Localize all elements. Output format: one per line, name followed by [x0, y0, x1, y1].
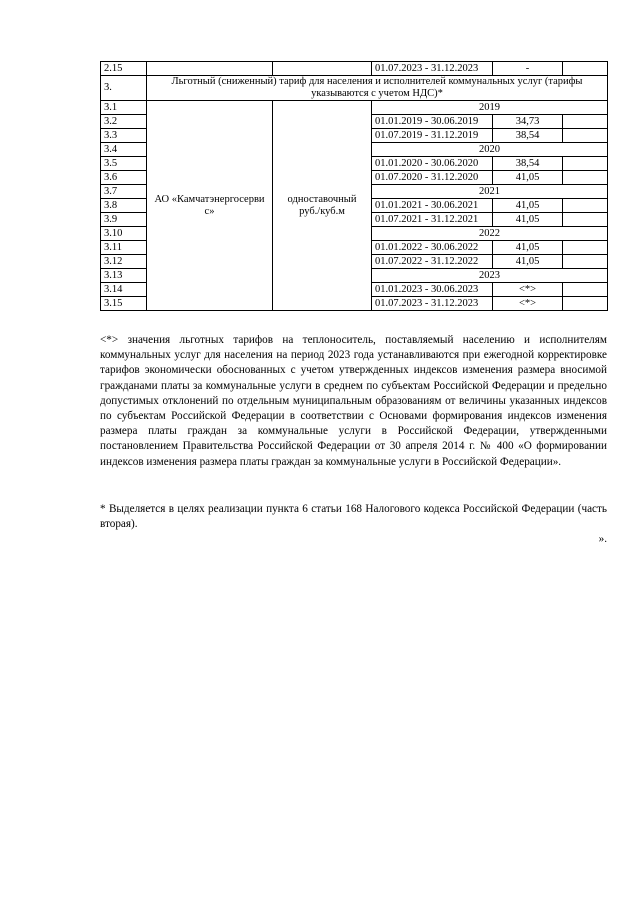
period-cell: 01.01.2020 - 30.06.2020: [372, 157, 493, 171]
year-header: 2020: [372, 143, 608, 157]
tariff-table: [100, 61, 608, 311]
period-cell: 01.07.2022 - 31.12.2022: [372, 255, 493, 269]
row-number: 3.15: [101, 297, 147, 311]
tariff-value: 41,05: [493, 255, 563, 269]
row-number: 3.14: [101, 283, 147, 297]
empty-cell: [563, 241, 608, 255]
row-number: 3.8: [101, 199, 147, 213]
empty-cell: [563, 115, 608, 129]
row-number: 3.1: [101, 101, 147, 115]
year-header: 2023: [372, 269, 608, 283]
footnote-star: * Выделяется в целях реализации пункта 6 статьи 168 Налогового кодекса Российской Федерации (часть вторая).: [100, 503, 607, 531]
section-header-row: [101, 76, 608, 101]
period-cell: 01.07.2023 - 31.12.2023: [372, 297, 493, 311]
empty-cell: [563, 213, 608, 227]
year-header: 2019: [372, 101, 608, 115]
closing-quote: ».: [598, 533, 607, 545]
tariff-unit: одноставочный руб./куб.м: [273, 101, 372, 311]
table-row: [101, 101, 608, 115]
tariff-value: <*>: [493, 297, 563, 311]
period-cell: 01.01.2019 - 30.06.2019: [372, 115, 493, 129]
row-number: 3.10: [101, 227, 147, 241]
row-number: 3.5: [101, 157, 147, 171]
row-number: 3.9: [101, 213, 147, 227]
tariff-value: 41,05: [493, 199, 563, 213]
tariff-value: 41,05: [493, 241, 563, 255]
period-cell: 01.07.2019 - 31.12.2019: [372, 129, 493, 143]
empty-cell: [563, 297, 608, 311]
year-header: 2022: [372, 227, 608, 241]
organization-name: АО «Камчатэнергосерви с»: [147, 101, 273, 311]
row-number: 3.12: [101, 255, 147, 269]
period-cell: 01.01.2023 - 30.06.2023: [372, 283, 493, 297]
empty-cell: [563, 283, 608, 297]
tariff-value: 34,73: [493, 115, 563, 129]
row-number: 3.6: [101, 171, 147, 185]
empty-cell: [563, 129, 608, 143]
tariff-value: 41,05: [493, 171, 563, 185]
row-number: 2.15: [101, 62, 147, 76]
row-number: 3.3: [101, 129, 147, 143]
period-cell: 01.07.2021 - 31.12.2021: [372, 213, 493, 227]
empty-cell: [563, 255, 608, 269]
tariff-value: 38,54: [493, 157, 563, 171]
period-cell: 01.07.2020 - 31.12.2020: [372, 171, 493, 185]
tariff-value: 38,54: [493, 129, 563, 143]
tariff-value: <*>: [493, 283, 563, 297]
row-number: 3.7: [101, 185, 147, 199]
empty-cell: [563, 199, 608, 213]
row-number: 3.2: [101, 115, 147, 129]
period-cell: 01.01.2021 - 30.06.2021: [372, 199, 493, 213]
table-row: [101, 62, 608, 76]
section-title: Льготный (сниженный) тариф для населения и исполнителей коммунальных услуг (тарифы указываются с учетом НДС)*: [147, 76, 608, 101]
row-number: 3.4: [101, 143, 147, 157]
empty-cell: [563, 171, 608, 185]
section-number: 3.: [101, 76, 147, 101]
period-cell: 01.07.2023 - 31.12.2023: [372, 62, 493, 76]
footnote-angle-star: <*> значения льготных тарифов на теплоноситель, поставляемый населению и исполнителям коммунальных услуг для населения на период 2023 года устанавливаются при ежегодной корректировке тарифов экономически обоснованных с учетом утвержденных индексов изменения размера вносимой гражданами платы за коммунальные услуги в среднем по субъектам Российской Федерации и предельно допустимых отклонений по отдельным муниципальным образованиям от величины указанных индексов по субъектам Российской Федерации в соответствии с Основами формирования индексов изменения размера платы граждан за коммунальные услуги в Российской Федерации, утвержденными постановлением Правительства Российской Федерации от 30 апреля 2014 г. № 400 «О формировании индексов изменения размера платы граждан за коммунальные услуги в Российской Федерации».: [100, 334, 607, 468]
year-header: 2021: [372, 185, 608, 199]
empty-cell: [563, 157, 608, 171]
tariff-value: 41,05: [493, 213, 563, 227]
tariff-value: -: [493, 62, 563, 76]
row-number: 3.13: [101, 269, 147, 283]
period-cell: 01.01.2022 - 30.06.2022: [372, 241, 493, 255]
row-number: 3.11: [101, 241, 147, 255]
